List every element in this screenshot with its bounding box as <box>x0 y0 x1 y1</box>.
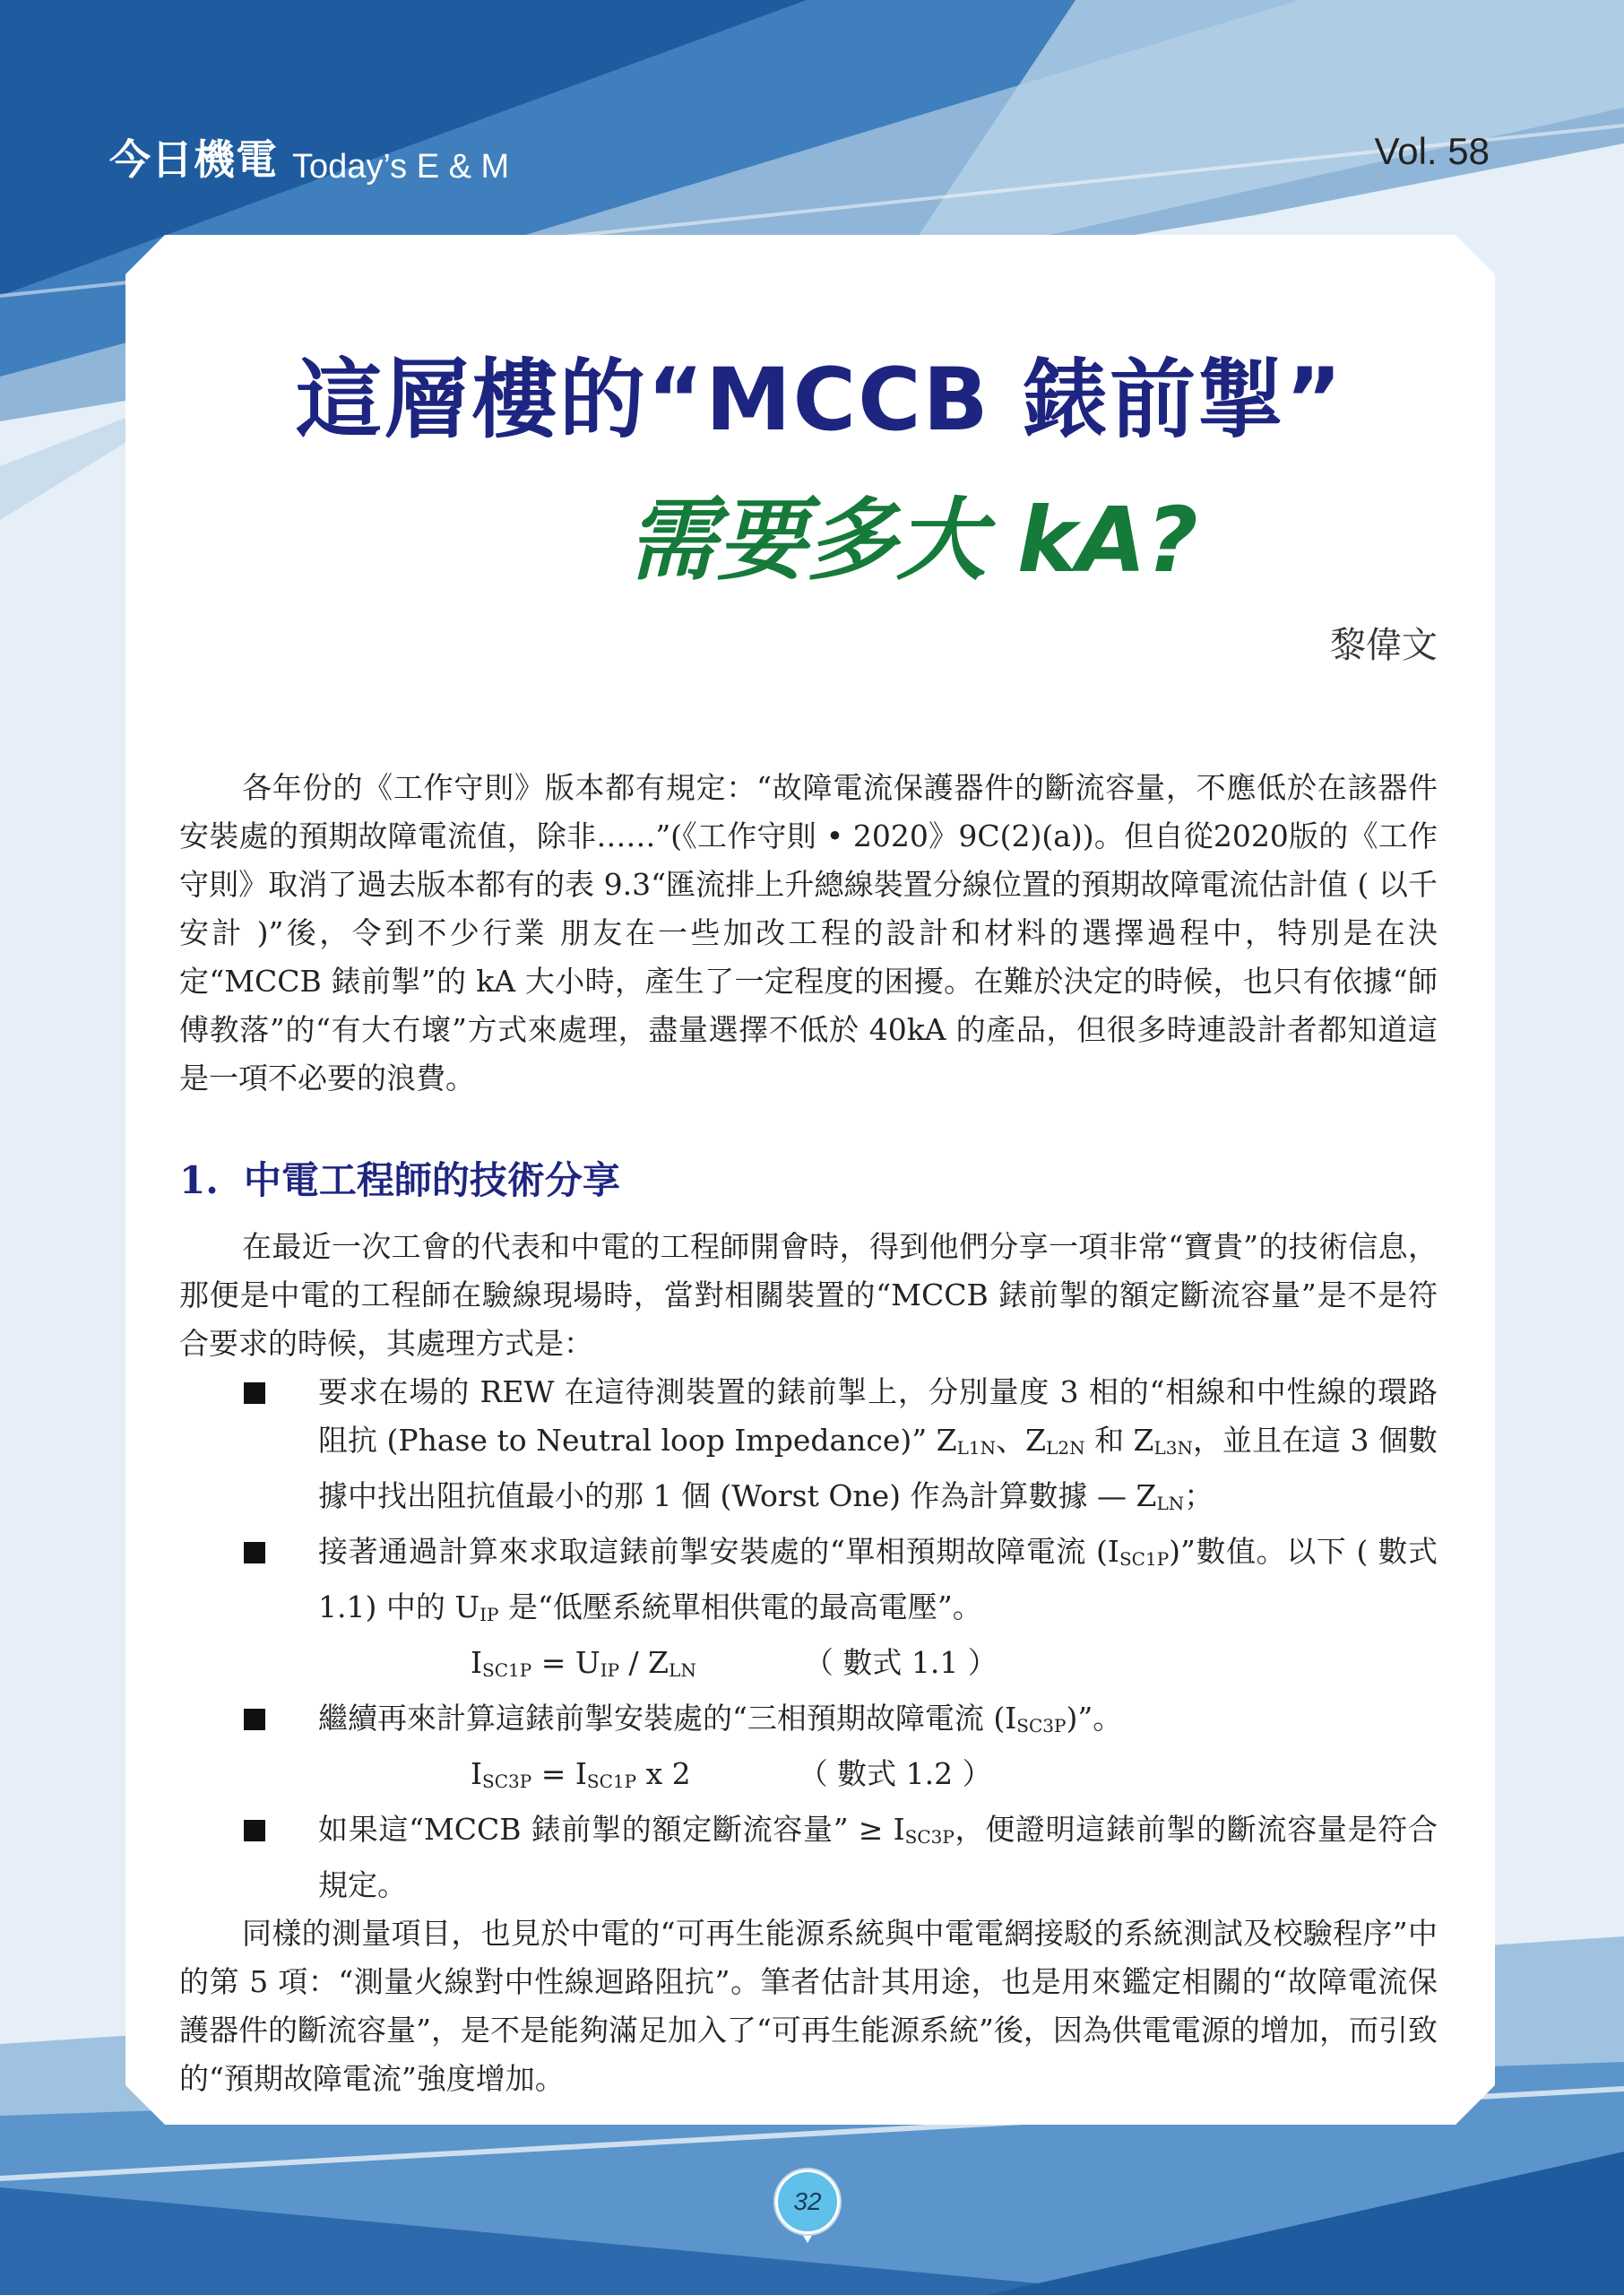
formula-text: = U <box>531 1645 600 1680</box>
formula-text: I <box>471 1645 483 1680</box>
subscript: SC3P <box>1016 1715 1067 1736</box>
list-item <box>179 1694 1438 1750</box>
list-item <box>179 1528 1438 1639</box>
formula-1-1 <box>179 1639 1438 1694</box>
volume-number: Vol. 58 <box>1374 130 1490 172</box>
list-item <box>179 1806 1438 1910</box>
subscript: SC3P <box>904 1826 955 1848</box>
list-text: 繼續再來計算這錶前掣安裝處的“三相預期故障電流 (I <box>318 1701 1017 1736</box>
subscript: LN <box>669 1659 696 1681</box>
magazine-masthead <box>109 115 509 186</box>
article-body <box>179 764 1438 2103</box>
formula-text: x 2 <box>636 1756 691 1791</box>
subscript: SC1P <box>586 1771 637 1792</box>
list-item <box>179 1368 1438 1528</box>
section-title: 中電工程師的技術分享 <box>243 1158 620 1202</box>
section-paragraph-1: 在最近一次工會的代表和中電的工程師開會時，得到他們分享一項非常“寶貴”的技術信息，那便是中電的工程師在驗線現場時，當對相關裝置的“MCCB 錶前掣的額定斷流容量”是不是符合要求的時候，其處理方式是： <box>179 1229 1438 1361</box>
list-text: ； <box>1184 1478 1214 1513</box>
bullet-square-icon <box>244 1709 265 1730</box>
subscript: L2N <box>1046 1437 1085 1459</box>
section-paragraph-2: 同樣的測量項目，也見於中電的“可再生能源系統與中電電網接駁的系統測試及校驗程序”中的第 5 項：“測量火線對中性線迴路阻抗”。筆者估計其用途，也是用來鑑定相關的“故障電流保護器件的斷流容量”，是不是能夠滿足加入了“可再生能源系統”後，因為供電電源的增加，而引致的“預期故障電流”強度增加。 <box>179 1916 1438 2096</box>
procedure-list <box>179 1368 1438 1639</box>
article-title-line1: 這層樓的“MCCB 錶前掣” <box>296 350 1344 450</box>
subscript: IP <box>600 1659 620 1681</box>
equation-reference: （ 數式 1.1 ） <box>803 1645 998 1680</box>
subscript: SC3P <box>482 1771 532 1792</box>
bullet-square-icon <box>244 1542 265 1563</box>
intro-paragraph: 各年份的《工作守則》版本都有規定：“故障電流保護器件的斷流容量，不應低於在該器件安裝處的預期故障電流值，除非……”(《工作守則 • 2020》9C(2)(a))。但自從2020版的《工作守則》取消了過去版本都有的表 9.3“匯流排上升總線裝置分線位置的預期故障電流估計值 ( 以千安計 )”後，令到不少行業 朋友在一些加改工程的設計和材料的選擇過程中，特別是在決定“MCCB 錶前掣”的 kA 大小時，產生了一定程度的困擾。在難於決定的時候，也只有依據“師傅教落”的“有大冇壞”方式來處理，盡量選擇不低於 40kA 的產品，但很多時連設計者都知道這是一項不必要的浪費。 <box>179 770 1438 1096</box>
magazine-name-english: Today’s E & M <box>292 148 510 186</box>
list-text: ，便證明這錶前掣的斷流容量是符合規定。 <box>318 1812 1438 1902</box>
list-text: 接著通過計算來求取這錶前掣安裝處的“單相預期故障電流 (I <box>318 1534 1119 1569</box>
procedure-list-final <box>179 1806 1438 1910</box>
subscript: IP <box>479 1604 499 1625</box>
subscript: LN <box>1156 1493 1185 1514</box>
list-text: )”數值。以下 ( 數式 1.1) 中的 U <box>318 1534 1438 1624</box>
equation-reference: （ 數式 1.2 ） <box>798 1756 992 1791</box>
list-text: )”。 <box>1066 1701 1123 1736</box>
subscript: L3N <box>1153 1437 1194 1459</box>
article-title-line2: 需要多大 kA? <box>627 488 1198 593</box>
bullet-square-icon <box>244 1382 265 1404</box>
subscript: SC1P <box>482 1659 532 1681</box>
list-text: 和 Z <box>1084 1423 1154 1458</box>
formula-text: I <box>471 1756 483 1791</box>
list-text: 是“低壓系統單相供電的最高電壓”。 <box>498 1589 982 1624</box>
section-heading <box>179 1156 1438 1205</box>
procedure-list-continued <box>179 1694 1438 1750</box>
formula-1-2 <box>179 1750 1438 1806</box>
list-text: 、Z <box>996 1423 1047 1458</box>
formula-text: = I <box>531 1756 587 1791</box>
formula-text: / Z <box>619 1645 669 1680</box>
section-number: 1. <box>179 1158 219 1202</box>
bullet-square-icon <box>244 1820 265 1841</box>
page-number: 32 <box>775 2169 840 2234</box>
subscript: SC1P <box>1119 1548 1170 1570</box>
list-text: 如果這“MCCB 錶前掣的額定斷流容量” ≥ I <box>318 1812 905 1847</box>
list-text: 要求在場的 REW 在這待測裝置的錶前掣上，分別量度 3 相的“相線和中性線的環路阻抗 (Phase to Neutral loop Impedance)” Z <box>318 1374 1438 1458</box>
magazine-name-chinese: 今日機電 <box>109 135 278 184</box>
subscript: L1N <box>956 1437 997 1459</box>
list-text: ，並且在這 3 個數據中找出阻抗值最小的那 1 個 (Worst One) 作為計算數據 — Z <box>318 1423 1438 1513</box>
author-name: 黎偉文 <box>1330 625 1438 666</box>
